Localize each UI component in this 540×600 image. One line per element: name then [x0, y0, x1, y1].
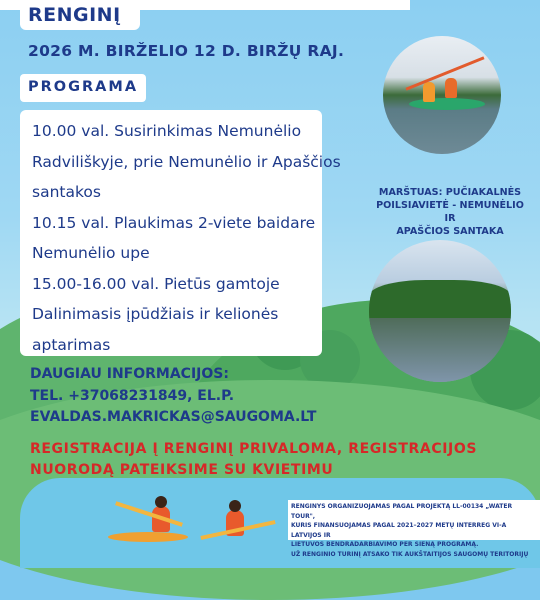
notice-line: NUORODĄ PATEIKSIME SU KVIETIMU	[30, 462, 334, 478]
caption-line: APAŠČIOS SANTAKA	[396, 226, 504, 237]
contact-email[interactable]: EVALDAS.MAKRICKAS@SAUGOMA.LT	[30, 409, 317, 425]
schedule-line: Radviliškyje, prie Nemunėlio ir Apaščios	[32, 152, 341, 171]
schedule-line: 10.15 val. Plaukimas 2-viete baidare	[32, 213, 316, 232]
schedule-line: 10.00 val. Susirinkimas Nemunėlio	[32, 122, 302, 140]
schedule-line: Nemunėlio upe	[32, 244, 150, 262]
program-label: PROGRAMA	[28, 79, 139, 95]
kayaker-head	[229, 500, 241, 512]
kayaking-photo	[383, 36, 501, 154]
footer-line: RENGINYS ORGANIZUOJAMAS PAGAL PROJEKTĄ LL-00134 „WATER TOUR",	[291, 503, 513, 520]
kayak-shape	[409, 98, 485, 110]
caption-line: MARŠTUAS: PUČIAKALNĖS	[378, 187, 522, 198]
event-date: 2026 M. BIRŽELIO 12 D. BIRŽŲ RAJ.	[28, 42, 345, 60]
route-caption	[370, 186, 530, 238]
schedule	[32, 116, 341, 360]
schedule-line: 15.00-16.00 val. Pietūs gamtoje	[32, 274, 280, 293]
kayaker-head	[155, 496, 167, 508]
river-photo	[369, 240, 511, 382]
footer-line: KURIS FINANSUOJAMAS PAGAL 2021–2027 METŲ INTERREG VI-A LATVIJOS IR	[291, 522, 507, 539]
contact-info	[30, 364, 316, 429]
funding-disclaimer	[291, 502, 531, 559]
schedule-line: Dalinimasis įpūdžiais ir kelionės	[32, 305, 279, 323]
contact-phone: TEL. +37068231849, EL.P.	[30, 387, 235, 404]
footer-line: LIETUVOS BENDRADARBIAVIMO PER SIENĄ PROGRAMĄ.	[291, 541, 479, 548]
contact-heading: DAUGIAU INFORMACIJOS:	[30, 366, 229, 382]
water-shape	[369, 318, 511, 382]
notice-line: REGISTRACIJA Į RENGINĮ PRIVALOMA, REGISTRACIJOS	[30, 441, 478, 457]
treeline-shape	[369, 280, 511, 320]
footer-line: UŽ RENGINIO TURINĮ ATSAKO TIK AUKŠTAITIJOS SAUGOMŲ TERITORIJŲ	[291, 550, 529, 558]
caption-line: POILSIAVIETĖ - NEMUNĖLIO IR	[376, 200, 524, 224]
kayaker-figure	[423, 82, 435, 102]
registration-notice	[30, 439, 477, 481]
schedule-line: aptarimas	[32, 335, 111, 354]
kayak-illustration	[108, 532, 188, 542]
event-title: RENGINĮ	[28, 4, 121, 26]
kayaker-figure	[445, 78, 457, 98]
schedule-line: santakos	[32, 183, 101, 201]
